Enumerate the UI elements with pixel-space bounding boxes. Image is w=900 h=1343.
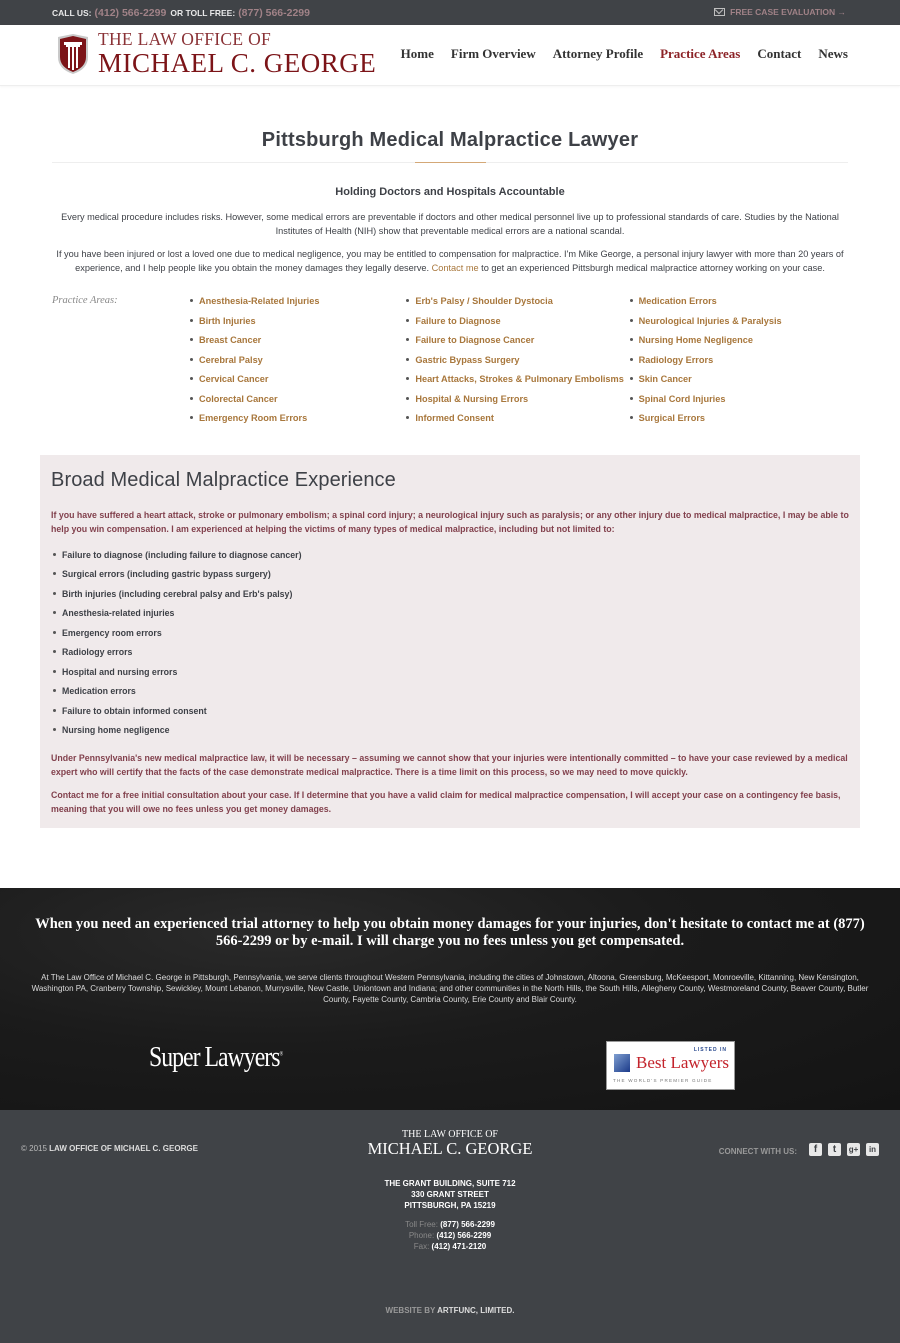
practice-area-link[interactable]: Cervical Cancer	[190, 372, 406, 386]
cta-headline: When you need an experienced trial attorney to help you obtain money damages for your injuries, don't hesitate to contact me at (877) 566-2299 or by e-mail. I will charge you no fees unless you get compensated.	[35, 916, 865, 949]
practice-area-link[interactable]: Radiology Errors	[630, 353, 848, 367]
top-bar	[0, 0, 900, 25]
list-item: Radiology errors	[51, 645, 849, 659]
column-shield-icon	[56, 33, 90, 75]
practice-area-link[interactable]: Neurological Injuries & Paralysis	[630, 314, 848, 328]
best-lawyers-name: Best Lawyers	[636, 1053, 730, 1072]
toll-free-label: Toll Free:	[405, 1220, 438, 1229]
practice-areas-list	[52, 294, 848, 431]
practice-area-link[interactable]: Skin Cancer	[630, 372, 848, 386]
experience-heading: Broad Medical Malpractice Experience	[51, 468, 396, 491]
copyright-name: LAW OFFICE OF MICHAEL C. GEORGE	[49, 1144, 198, 1153]
social-links	[719, 1143, 879, 1156]
site-header	[0, 25, 900, 86]
cta-band	[0, 888, 900, 1110]
practice-area-link[interactable]: Heart Attacks, Strokes & Pulmonary Embolisms	[406, 372, 629, 386]
credit-link[interactable]: ARTFUNC, LIMITED.	[437, 1306, 515, 1315]
paragraph-text: to get an experienced Pittsburgh medical malpractice attorney working on your case.	[478, 263, 825, 273]
main-content	[0, 129, 900, 431]
list-item: Medication errors	[51, 684, 849, 698]
title-divider	[52, 162, 848, 163]
practice-area-link[interactable]: Birth Injuries	[190, 314, 406, 328]
nav-news[interactable]: News	[818, 46, 848, 61]
experience-intro: If you have suffered a heart attack, stroke or pulmonary embolism; a spinal cord injury; a neurological injury such as paralysis; or any other injury due to medical malpractice, I may be able to help you win compensation. I am experienced at helping the victims of many types of medical malpractice, including but not limited to:	[51, 509, 849, 534]
practice-area-link[interactable]: Breast Cancer	[190, 333, 406, 347]
section-subtitle: Holding Doctors and Hospitals Accountable	[335, 186, 565, 198]
logo-line1: THE LAW OFFICE OF	[98, 29, 272, 49]
practice-area-link[interactable]: Hospital & Nursing Errors	[406, 392, 629, 406]
practice-area-link[interactable]: Surgical Errors	[630, 411, 848, 425]
nav-practice-areas[interactable]: Practice Areas	[660, 46, 741, 61]
practice-area-link[interactable]: Gastric Bypass Surgery	[406, 353, 629, 367]
footer-contact	[0, 1219, 900, 1252]
compensation-paragraph	[52, 247, 848, 275]
practice-area-link[interactable]: Erb's Palsy / Shoulder Dystocia	[406, 294, 629, 308]
practice-area-link[interactable]: Colorectal Cancer	[190, 392, 406, 406]
intro-paragraph: Every medical procedure includes risks. However, some medical errors are preventable if doctors and other medical personnel live up to professional standards of care. Studies by the National Institutes of Health (NIH) show that preventable medical errors are a national scandal.	[61, 212, 839, 236]
practice-area-link[interactable]: Emergency Room Errors	[190, 411, 406, 425]
best-lawyers-square-icon	[614, 1054, 630, 1072]
practice-area-link[interactable]: Failure to Diagnose Cancer	[406, 333, 629, 347]
logo-text	[98, 31, 376, 77]
address-line: PITTSBURGH, PA 15219	[404, 1201, 496, 1210]
nav-contact[interactable]: Contact	[757, 46, 802, 61]
fax-label: Fax:	[413, 1242, 430, 1251]
nav-home[interactable]: Home	[400, 46, 434, 61]
list-item: Emergency room errors	[51, 626, 849, 640]
site-footer	[0, 1110, 900, 1343]
free-case-evaluation-label: FREE CASE EVALUATION →	[730, 7, 846, 17]
google-plus-icon[interactable]: g+	[847, 1143, 860, 1156]
practice-areas-column	[190, 294, 406, 431]
practice-areas-column	[406, 294, 629, 431]
list-item: Nursing home negligence	[51, 723, 849, 737]
service-area-text: At The Law Office of Michael C. George in Pittsburgh, Pennsylvania, we serve clients throughout Western Pennsylvania, including the cities of Johnstown, Altoona, Greensburg, McKeesport, Monroeville, Kittanning, New Kensington, Washington PA, Cranberry Township, Sewickley, Mount Lebanon, Murrysville, New Castle, Uniontown and Indiana; and other communities in the North Hills, the South Hills, Allegheny County, Westmoreland County, Beaver County, Butler County, Fayette County, Cambria County, Erie County and Blair County.	[31, 973, 869, 1004]
credit-label: WEBSITE BY	[385, 1306, 436, 1315]
nav-attorney-profile[interactable]: Attorney Profile	[552, 46, 644, 61]
address-line: 330 GRANT STREET	[411, 1190, 489, 1199]
consultation-paragraph: Contact me for a free initial consultation about your case. If I determine that you have a valid claim for medical malpractice compensation, I will accept your case on a contingency fee basis, meaning that you will owe no fees unless you get money damages.	[51, 790, 841, 814]
phone-label: Phone:	[408, 1231, 435, 1240]
address-line: THE GRANT BUILDING, SUITE 712	[384, 1179, 516, 1188]
footer-toll-free-link[interactable]: (877) 566-2299	[440, 1220, 495, 1229]
page-title: Pittsburgh Medical Malpractice Lawyer	[261, 129, 639, 151]
nav-firm-overview[interactable]: Firm Overview	[450, 46, 536, 61]
practice-area-link[interactable]: Failure to Diagnose	[406, 314, 629, 328]
list-item: Anesthesia-related injuries	[51, 606, 849, 620]
practice-area-link[interactable]: Spinal Cord Injuries	[630, 392, 848, 406]
list-item: Failure to diagnose (including failure to diagnose cancer)	[51, 548, 849, 562]
call-us-label: CALL US:	[52, 7, 92, 18]
twitter-icon[interactable]: t	[828, 1143, 841, 1156]
footer-logo-line1: THE LAW OFFICE OF	[402, 1129, 498, 1140]
toll-free-label: OR TOLL FREE:	[170, 7, 236, 18]
envelope-icon	[714, 8, 725, 16]
practice-area-link[interactable]: Cerebral Palsy	[190, 353, 406, 367]
experience-list	[51, 548, 849, 738]
website-credit	[0, 1306, 900, 1315]
practice-areas-column	[630, 294, 848, 431]
connect-label: CONNECT WITH US:	[718, 1147, 797, 1156]
super-lawyers-logo[interactable]: Super Lawyers®	[149, 1041, 283, 1073]
copyright-year: © 2015	[21, 1144, 47, 1153]
free-case-evaluation-link[interactable]	[714, 7, 846, 17]
practice-area-link[interactable]: Nursing Home Negligence	[630, 333, 848, 347]
practice-area-link[interactable]: Anesthesia-Related Injuries	[190, 294, 406, 308]
list-item: Failure to obtain informed consent	[51, 704, 849, 718]
footer-fax: (412) 471-2120	[431, 1242, 487, 1251]
practice-area-link[interactable]: Medication Errors	[630, 294, 848, 308]
list-item: Surgical errors (including gastric bypass surgery)	[51, 567, 849, 581]
contact-me-link[interactable]: Contact me	[431, 263, 479, 273]
pennsylvania-law-paragraph: Under Pennsylvania's new medical malpractice law, it will be necessary – assuming we cannot show that your injuries were intentionally committed – to have your case reviewed by a medical expert who will certify that the facts of the case demonstrate medical malpractice. There is a time limit on this process, so we may need to move quickly.	[51, 753, 848, 777]
super-lawyers-text: Super Lawyers	[149, 1041, 280, 1073]
best-lawyers-listed: LISTED IN	[693, 1047, 727, 1053]
best-lawyers-logo[interactable]	[606, 1041, 735, 1090]
footer-phone-link[interactable]: (412) 566-2299	[436, 1231, 492, 1240]
award-badges	[0, 1005, 900, 1083]
practice-areas-label: Practice Areas:	[52, 295, 118, 306]
footer-address	[0, 1178, 900, 1211]
list-item: Birth injuries (including cerebral palsy and Erb's palsy)	[51, 587, 849, 601]
main-nav	[384, 46, 848, 62]
footer-logo-line2: MICHAEL C. GEORGE	[367, 1139, 533, 1158]
site-logo[interactable]	[56, 31, 376, 77]
best-lawyers-tagline: THE WORLD'S PREMIER GUIDE	[613, 1078, 713, 1083]
logo-line2: MICHAEL C. GEORGE	[98, 47, 377, 78]
experience-section	[40, 455, 860, 829]
practice-area-link[interactable]: Informed Consent	[406, 411, 629, 425]
phone-link[interactable]: (412) 566-2299	[94, 6, 167, 19]
toll-free-phone-link[interactable]: (877) 566-2299	[238, 6, 310, 19]
facebook-icon[interactable]: f	[809, 1143, 822, 1156]
linkedin-icon[interactable]: in	[866, 1143, 879, 1156]
list-item: Hospital and nursing errors	[51, 665, 849, 679]
paragraph-text: If you have been injured or lost a loved one due to medical negligence, you may be entitled to compensation for malpractice. I'm Mike George, a personal injury lawyer with more than 20 years of experience, and I help people like you obtain the money damages they legally deserve.	[56, 249, 844, 273]
